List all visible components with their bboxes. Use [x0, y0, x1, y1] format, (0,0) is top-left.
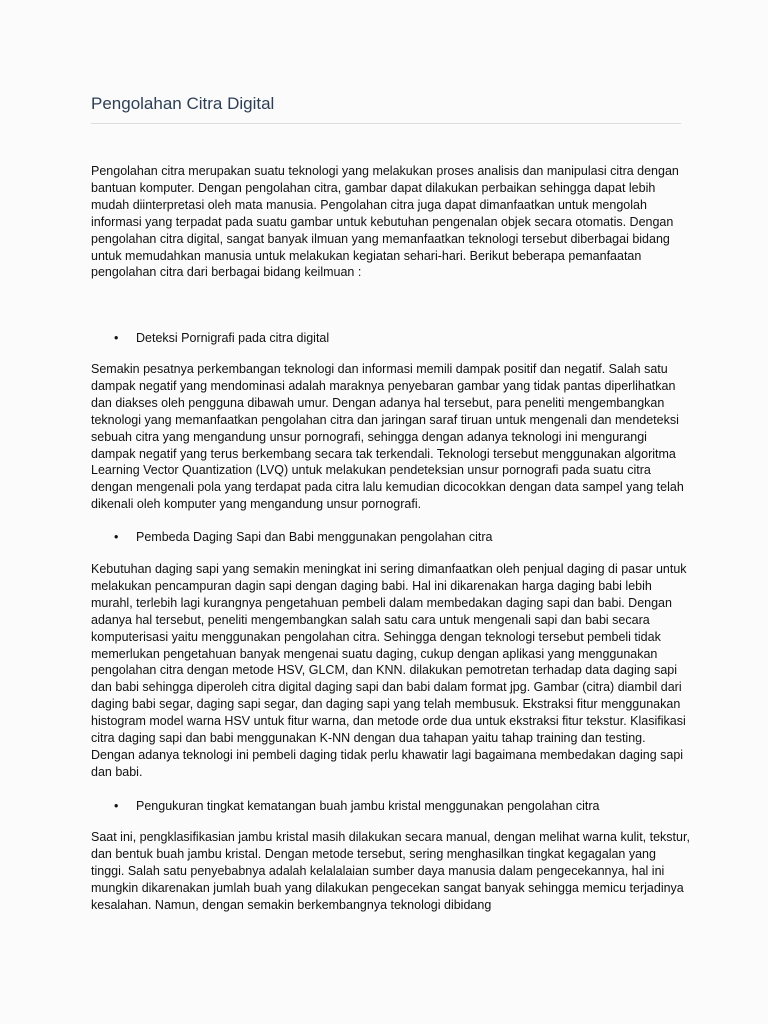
section-paragraph-pornography: Semakin pesatnya perkembangan teknologi dan informasi memili dampak positif dan negatif. Salah satu dampak negatif yang mendominasi adalah maraknya penyebaran gambar yang tidak pantas diperlihatkan dan diakses oleh pengguna dibawah umur. Dengan adanya hal tersebut, para peneliti mengembangkan teknologi yang memanfaatkan pengolahan citra dan jaringan saraf tiruan untuk mengenali dan mendeteksi sebuah citra yang mengandung unsur pornografi, sehingga dengan adanya teknologi ini mengurangi dampak negatif yang terus berkembang secara tak terkendali. Teknologi tersebut menggunakan algoritma Learning Vector Quantization (LVQ) untuk melakukan pendeteksian unsur pornografi pada suatu citra dengan mengenali pola yang terdapat pada citra lalu kemudian dicocokkan dengan data sampel yang telah dikenali oleh komputer yang mengandung unsur pornografi.	[91, 362, 684, 512]
intro-paragraph: Pengolahan citra merupakan suatu teknologi yang melakukan proses analisis dan manipulasi citra dengan bantuan komputer. Dengan pengolahan citra, gambar dapat dilakukan perbaikan sehingga dapat lebih mudah diinterpretasi oleh mata manusia. Pengolahan citra juga dapat dimanfaatkan untuk mengolah informasi yang terpadat pada suatu gambar untuk kebutuhan pengenalan objek secara otomatis. Dengan pengolahan citra digital, sangat banyak ilmuan yang memanfaatkan teknologi tersebut diberbagai bidang untuk memudahkan manusia untuk melakukan kegiatan sehari-hari. Berikut beberapa pemanfaatan pengolahan citra dari berbagai bidang keilmuan :	[91, 164, 679, 280]
bullet-label: Pengukuran tingkat kematangan buah jambu kristal menggunakan pengolahan citra	[136, 799, 600, 813]
bullet-item-pornography-detection	[114, 330, 329, 347]
section-paragraph-guava: Saat ini, pengklasifikasian jambu kristal masih dilakukan secara manual, dengan melihat warna kulit, tekstur, dan bentuk buah jambu kristal. Dengan metode tersebut, sering menghasilkan tingkat kegagalan yang tinggi. Salah satu penyebabnya adalah kelalalaian sumber daya manusia dalam pengecekannya, hal ini mungkin dikarenakan jumlah buah yang dilakukan pengecekan sangat banyak sehingga memicu terjadinya kesalahan. Namun, dengan semakin berkembangnya teknologi dibidang	[91, 830, 690, 912]
bullet-label: Deteksi Pornigrafi pada citra digital	[136, 331, 330, 345]
title-divider	[91, 123, 681, 124]
bullet-icon: •	[114, 799, 119, 813]
bullet-item-guava-ripeness	[114, 798, 600, 815]
bullet-item-beef-pork	[114, 529, 493, 546]
page-title: Pengolahan Citra Digital	[91, 94, 275, 113]
bullet-icon: •	[114, 530, 119, 544]
bullet-icon: •	[114, 331, 119, 345]
bullet-label: Pembeda Daging Sapi dan Babi menggunakan pengolahan citra	[136, 530, 493, 544]
section-paragraph-beef-pork: Kebutuhan daging sapi yang semakin meningkat ini sering dimanfaatkan oleh penjual daging di pasar untuk melakukan pencampuran dagin sapi dengan daging babi. Hal ini dikarenakan harga daging babi lebih murahl, terlebih lagi kurangnya pengetahuan pembeli dalam membedakan daging sapi dan babi. Dengan adanya hal tersebut, peneliti mengembangkan salah satu cara untuk mengenali sapi dan babi secara komputerisasi yaitu menggunakan pengolahan citra. Sehingga dengan teknologi tersebut pembeli tidak memerlukan pengetahuan banyak mengenai suatu daging, cukup dengan aplikasi yang menggunakan pengolahan citra dengan metode HSV, GLCM, dan KNN. dilakukan pemotretan terhadap data daging sapi dan babi sehingga diperoleh citra digital daging sapi dan babi dalam format jpg. Gambar (citra) diambil dari daging babi segar, daging sapi segar, dan daging sapi yang telah membusuk. Ekstraksi fitur menggunakan histogram model warna HSV untuk fitur warna, dan metode orde dua untuk ekstraksi fitur tekstur. Klasifikasi citra daging sapi dan babi menggunakan K-NN dengan dua tahapan yaitu tahap training dan testing. Dengan adanya teknologi ini pembeli daging tidak perlu khawatir lagi bagaimana membedakan daging sapi dan babi.	[91, 562, 687, 779]
